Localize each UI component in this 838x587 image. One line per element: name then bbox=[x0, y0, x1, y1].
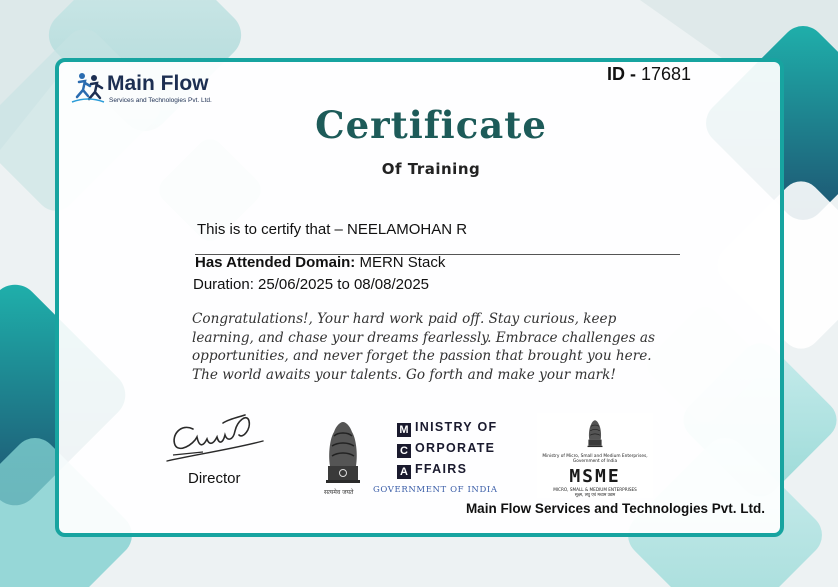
msme-title-line: Ministry of Micro, Small and Medium Enterprises, bbox=[542, 454, 648, 459]
mca-text-1: INISTRY OF bbox=[415, 420, 498, 434]
mca-letter-m: M bbox=[397, 423, 411, 437]
msme-title bbox=[537, 454, 653, 464]
emblem-caption: सत्यमेव जयते bbox=[324, 489, 354, 496]
msme-logo-text: MSME bbox=[569, 466, 621, 487]
mca-line-1 bbox=[397, 420, 497, 437]
logo-tagline: Services and Technologies Pvt. Ltd. bbox=[109, 97, 212, 104]
id-label: ID - bbox=[607, 64, 636, 84]
mca-text-3: FFAIRS bbox=[415, 462, 468, 476]
national-emblem-icon bbox=[318, 414, 368, 488]
director-label: Director bbox=[188, 470, 241, 487]
national-emblem-icon bbox=[584, 415, 606, 451]
mca-line-3 bbox=[397, 462, 467, 479]
running-figures-icon bbox=[70, 70, 106, 106]
message-line: learning, and chase your dreams fearlessly. Embrace challenges as bbox=[192, 329, 655, 346]
mca-government-line: GOVERNMENT OF INDIA bbox=[373, 485, 498, 495]
mca-line-2 bbox=[397, 441, 495, 458]
certificate-subtitle: Of Training bbox=[381, 160, 481, 178]
message-line: opportunities, and never forget the passion that brought you here. bbox=[192, 348, 652, 364]
congratulations-message bbox=[192, 310, 712, 384]
certify-line: This is to certify that – NEELAMOHAN R bbox=[197, 221, 468, 238]
certificate-id bbox=[607, 64, 691, 85]
msme-sub-line: सूक्ष्म, लघु एवं मध्यम उद्यम bbox=[574, 492, 616, 497]
domain-value: MERN Stack bbox=[359, 254, 446, 271]
domain-label: Has Attended Domain: bbox=[195, 254, 356, 271]
certificate-title: Certificate bbox=[315, 103, 547, 147]
domain-line bbox=[195, 254, 445, 271]
message-line: The world awaits your talents. Go forth and make your mark! bbox=[192, 366, 616, 383]
mca-letter-a: A bbox=[397, 465, 411, 479]
mca-text-2: ORPORATE bbox=[415, 441, 496, 455]
msme-subtitle bbox=[537, 487, 653, 497]
msme-sub-line: MICRO, SMALL & MEDIUM ENTERPRISES bbox=[553, 487, 637, 492]
signature-icon bbox=[163, 405, 273, 467]
message-line: Congratulations!, Your hard work paid off. Stay curious, keep bbox=[192, 311, 617, 327]
msme-title-line: Government of India bbox=[572, 459, 618, 464]
id-value: 17681 bbox=[641, 64, 692, 84]
logo-name: Main Flow bbox=[107, 72, 209, 95]
duration-line: Duration: 25/06/2025 to 08/08/2025 bbox=[193, 276, 430, 293]
mca-letter-c: C bbox=[397, 444, 411, 458]
footer-company: Main Flow Services and Technologies Pvt. Ltd. bbox=[465, 501, 765, 516]
